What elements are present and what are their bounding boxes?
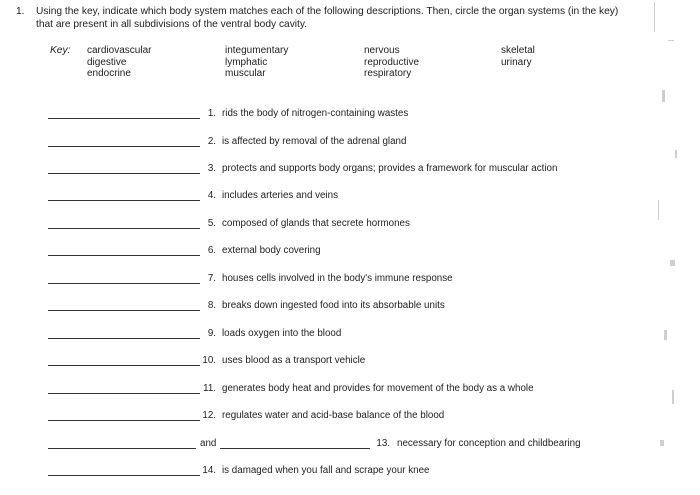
question-row xyxy=(0,163,700,177)
question-text: rids the body of nitrogen-containing wastes xyxy=(222,108,409,119)
key-column-2 xyxy=(225,45,288,80)
scan-edge-artifacts xyxy=(650,0,700,495)
question-text: is affected by removal of the adrenal gland xyxy=(222,136,407,147)
answer-blank[interactable] xyxy=(48,365,200,366)
answer-blank[interactable] xyxy=(48,283,200,284)
question-text: external body covering xyxy=(222,245,321,256)
question-row xyxy=(0,273,700,287)
answer-blank[interactable] xyxy=(48,338,200,339)
instructions-number: 1. xyxy=(16,6,25,17)
question-number: 3. xyxy=(207,163,216,174)
key-column-1 xyxy=(87,45,151,80)
question-text: protects and supports body organs; provides a framework for muscular action xyxy=(222,163,558,174)
key-column-4 xyxy=(501,45,535,68)
question-number: 12. xyxy=(202,410,216,421)
key-label: Key: xyxy=(50,45,71,56)
question-row xyxy=(0,245,700,259)
question-text: generates body heat and provides for movement of the body as a whole xyxy=(222,383,534,394)
key-item[interactable]: nervous xyxy=(364,45,400,56)
question-row xyxy=(0,108,700,122)
question-number: 4. xyxy=(207,190,216,201)
question-row xyxy=(0,355,700,369)
answer-blank[interactable] xyxy=(48,310,200,311)
key-item[interactable]: digestive xyxy=(87,56,127,68)
key-column-3 xyxy=(364,45,419,80)
key-item[interactable]: respiratory xyxy=(364,68,412,80)
answer-blank[interactable] xyxy=(48,475,200,476)
answer-blank[interactable] xyxy=(48,255,200,256)
key-item[interactable]: urinary xyxy=(501,56,532,68)
question-number: 8. xyxy=(207,300,216,311)
question-number: 11. xyxy=(203,383,216,394)
key-item[interactable]: muscular xyxy=(225,68,266,80)
key-item[interactable]: skeletal xyxy=(501,45,535,56)
question-text: houses cells involved in the body's immune response xyxy=(222,273,453,284)
key-item[interactable]: reproductive xyxy=(364,56,420,68)
question-text: is damaged when you fall and scrape your knee xyxy=(222,465,430,476)
answer-blank[interactable] xyxy=(220,448,370,449)
key-item[interactable]: endocrine xyxy=(87,68,131,80)
question-number: 5. xyxy=(207,218,216,229)
question-text: breaks down ingested food into its absorbable units xyxy=(222,300,445,311)
question-text: necessary for conception and childbearing xyxy=(397,438,581,449)
key-item[interactable]: cardiovascular xyxy=(87,45,152,56)
answer-blank[interactable] xyxy=(48,228,200,229)
question-row xyxy=(0,218,700,232)
instructions-text: Using the key, indicate which body system matches each of the following descriptions. Then, circle the organ systems (in the key) that are present in all subdivisions of the ventral body cavity. xyxy=(36,6,619,30)
question-row xyxy=(0,190,700,204)
answer-blank[interactable] xyxy=(48,420,200,421)
and-connector: and xyxy=(200,438,217,449)
question-number: 10. xyxy=(202,355,216,366)
question-row-13 xyxy=(0,438,700,452)
question-row xyxy=(0,328,700,342)
question-number: 13. xyxy=(376,438,390,449)
question-text: includes arteries and veins xyxy=(222,190,338,201)
question-text: composed of glands that secrete hormones xyxy=(222,218,410,229)
key-item[interactable]: integumentary xyxy=(225,45,289,56)
answer-blank[interactable] xyxy=(48,200,200,201)
key-item[interactable]: lymphatic xyxy=(225,56,268,68)
question-number: 14. xyxy=(202,465,216,476)
question-number: 9. xyxy=(207,328,216,339)
question-number: 6. xyxy=(207,245,216,256)
question-row xyxy=(0,136,700,150)
question-number: 1. xyxy=(207,108,216,119)
question-row xyxy=(0,383,700,397)
question-text: loads oxygen into the blood xyxy=(222,328,342,339)
answer-blank[interactable] xyxy=(48,146,200,147)
answer-blank[interactable] xyxy=(48,173,200,174)
question-number: 2. xyxy=(207,136,216,147)
answer-blank[interactable] xyxy=(48,118,200,119)
answer-blank[interactable] xyxy=(48,448,196,449)
answer-blank[interactable] xyxy=(48,393,200,394)
question-text: uses blood as a transport vehicle xyxy=(222,355,366,366)
question-row xyxy=(0,465,700,479)
question-text: regulates water and acid-base balance of the blood xyxy=(222,410,445,421)
question-row xyxy=(0,300,700,314)
question-row xyxy=(0,410,700,424)
question-number: 7. xyxy=(207,273,216,284)
